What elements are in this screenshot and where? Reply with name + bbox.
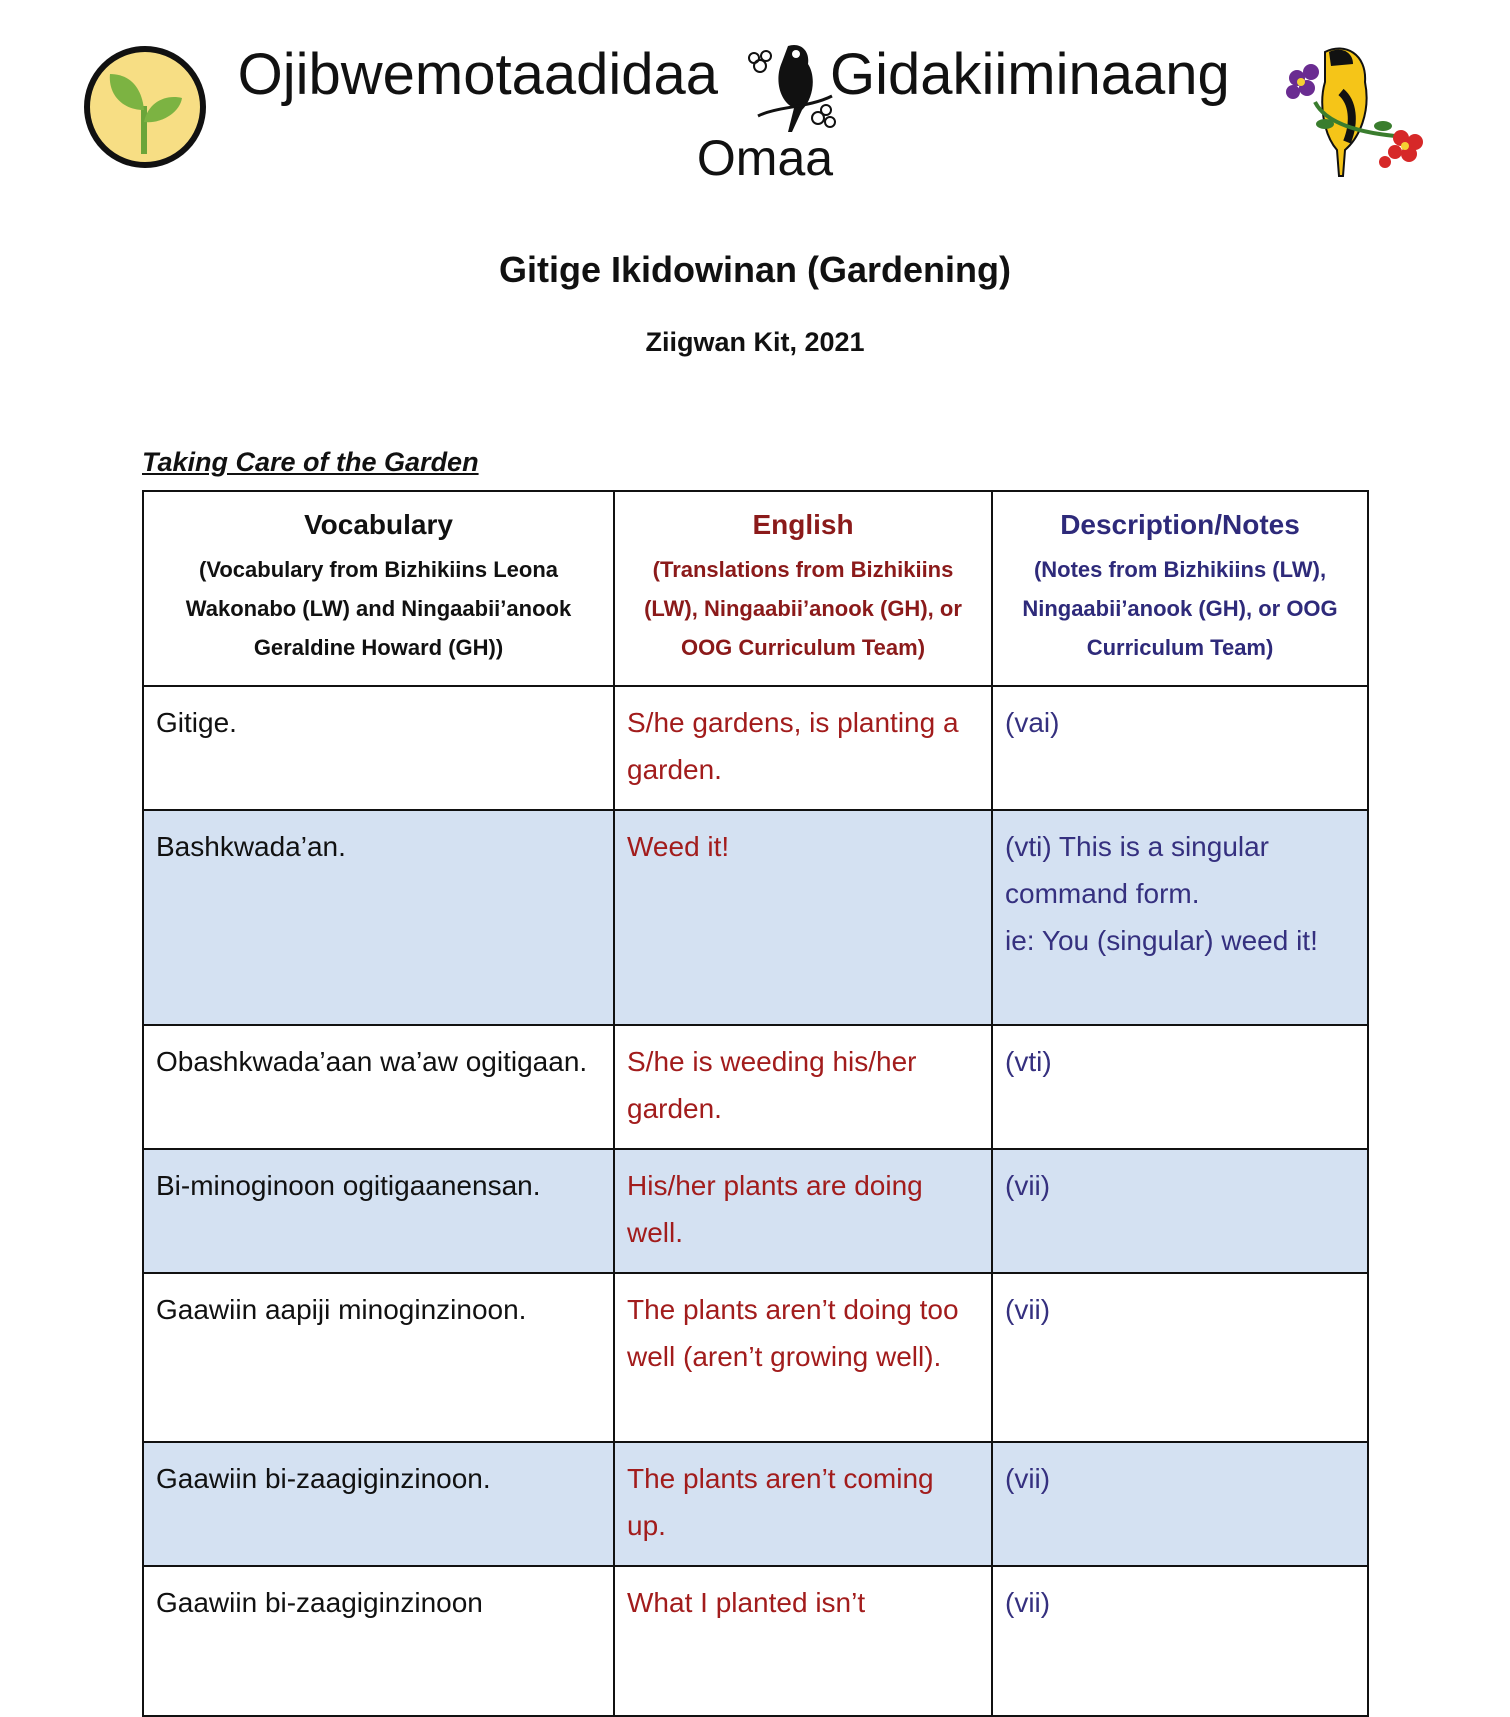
table-row — [143, 1273, 1368, 1442]
column-title: English — [752, 509, 854, 540]
notes-cell — [992, 1442, 1368, 1566]
vocab-cell: Gaawiin aapiji minoginzinoon. — [143, 1273, 614, 1442]
column-header-notes — [992, 491, 1368, 686]
table-row — [143, 810, 1368, 1025]
page-title: Gitige Ikidowinan (Gardening) — [498, 249, 1011, 290]
column-subtitle: (Translations from Bizhikiins (LW), Ningaabii’anook (GH), or OOG Curriculum Team) — [644, 557, 962, 660]
notes-text: (vti) This is a singular command form. — [1005, 831, 1270, 909]
vocab-cell: Gaawiin bi-zaagiginzinoon. — [143, 1442, 614, 1566]
vocab-cell: Gitige. — [143, 686, 614, 810]
column-subtitle: (Notes from Bizhikiins (LW), Ningaabii’anook (GH), or OOG Curriculum Team) — [1022, 557, 1338, 660]
column-header-english — [614, 491, 992, 686]
column-subtitle: (Vocabulary from Bizhikiins Leona Wakonabo (LW) and Ningaabii’anook Geraldine Howard (GH)) — [185, 557, 572, 660]
org-name-part2: Gidakiiminaang — [830, 42, 1230, 107]
english-cell: His/her plants are doing well. — [614, 1149, 992, 1273]
notes-cell — [992, 686, 1368, 810]
vocabulary-table — [142, 490, 1369, 1717]
notes-text: (vti) — [1005, 1046, 1052, 1077]
column-title: Description/Notes — [1060, 509, 1300, 540]
notes-text: (vii) — [1005, 1294, 1051, 1325]
notes-text-example: ie: You (singular) weed it! — [1005, 925, 1318, 956]
notes-cell — [992, 1149, 1368, 1273]
english-cell: Weed it! — [614, 810, 992, 1025]
notes-text: (vii) — [1005, 1587, 1051, 1618]
english-cell: S/he gardens, is planting a garden. — [614, 686, 992, 810]
vocab-cell: Gaawiin bi-zaagiginzinoon — [143, 1566, 614, 1716]
table-row — [143, 1442, 1368, 1566]
org-name-part1: Ojibwemotaadidaa — [237, 42, 718, 107]
table-row — [143, 1566, 1368, 1716]
notes-text: (vai) — [1005, 707, 1060, 738]
english-cell: S/he is weeding his/her garden. — [614, 1025, 992, 1149]
org-name-line2: Omaa — [696, 130, 834, 186]
vocab-cell: Bashkwada’an. — [143, 810, 614, 1025]
english-cell: The plants aren’t doing too well (aren’t growing well). — [614, 1273, 992, 1442]
notes-cell — [992, 1025, 1368, 1149]
page-subtitle: Ziigwan Kit, 2021 — [645, 327, 865, 357]
table-row — [143, 1025, 1368, 1149]
table-row — [143, 1149, 1368, 1273]
goldfinch-flowers-logo-icon — [1285, 42, 1435, 182]
vocab-cell: Bi-minoginoon ogitigaanensan. — [143, 1149, 614, 1273]
english-cell: The plants aren’t coming up. — [614, 1442, 992, 1566]
notes-text: (vii) — [1005, 1170, 1051, 1201]
column-header-vocabulary — [143, 491, 614, 686]
notes-cell — [992, 1273, 1368, 1442]
table-row — [143, 686, 1368, 810]
column-title: Vocabulary — [304, 509, 453, 540]
notes-cell — [992, 810, 1368, 1025]
notes-cell — [992, 1566, 1368, 1716]
section-heading: Taking Care of the Garden — [142, 447, 479, 477]
notes-text: (vii) — [1005, 1463, 1051, 1494]
vocab-cell: Obashkwada’aan wa’aw ogitigaan. — [143, 1025, 614, 1149]
table-header-row — [143, 491, 1368, 686]
english-cell: What I planted isn’t — [614, 1566, 992, 1716]
